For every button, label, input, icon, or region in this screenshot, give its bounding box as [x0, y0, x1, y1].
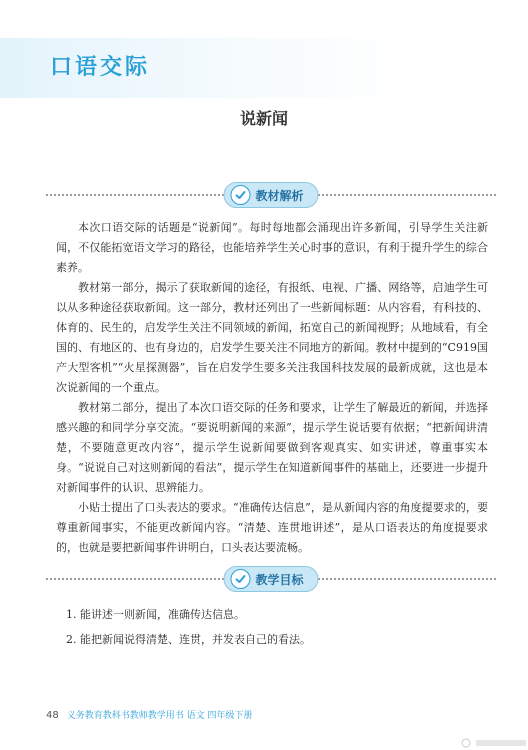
watermark-mark — [450, 736, 528, 750]
analysis-paragraph: 教材第一部分，揭示了获取新闻的途径，有报纸、电视、广播、网络等，启迪学生可以从多种途径获取新闻。这一部分，教材还列出了一些新闻标题：从内容看，有科技的、体育的、民生的，启发学生关注不同领域的新闻，拓宽自己的新闻视野；从地域看，有全国的、有地区的、也有身边的，启发学生要关注不同地方的新闻。教材中提到的“C919国产大型客机”“火星探测器”，旨在启发学生要多关注我国科技发展的最新成就，这也是本次说新闻的一个重点。 — [56, 281, 488, 394]
analysis-paragraph: 本次口语交际的话题是“说新闻”。每时每地都会涌现出许多新闻，引导学生关注新闻，不仅能拓宽语文学习的路径，也能培养学生关心时事的意识，有利于提升学生的综合素养。 — [56, 221, 488, 274]
check-icon — [230, 185, 250, 205]
footer-book-title: 义务教育教科书教师教学用书 语文 四年级下册 — [66, 711, 253, 721]
goal-item: 2. 能把新闻说得清楚、连贯，并发表自己的看法。 — [66, 633, 311, 646]
lesson-title: 说新闻 — [239, 109, 288, 128]
analysis-body — [56, 218, 488, 558]
section-label-goals: 教学目标 — [255, 572, 304, 587]
chapter-header-title: 口语交际 — [50, 55, 151, 80]
watermark-graphic — [458, 737, 528, 749]
check-icon — [230, 569, 250, 589]
section-pill-analysis — [223, 182, 318, 208]
analysis-paragraph: 教材第二部分，提出了本次口语交际的任务和要求，让学生了解最近的新闻，并选择感兴趣的和同学分享交流。“要说明新闻的来源”，提示学生说话要有依据；“把新闻讲清楚，不要随意更改内容”，提示学生说新闻要做到客观真实、如实讲述，尊重事实本身。“说说自己对这则新闻的看法”，提示学生在知道新闻事件的基础上，还要进一步提升对新闻事件的认识、思辨能力。 — [56, 401, 488, 494]
analysis-paragraph: 小贴士提出了口头表达的要求。“准确传达信息”，是从新闻内容的角度提要求的，要尊重新闻事实，不能更改新闻内容。“清楚、连贯地讲述”，是从口语表达的角度提要求的，也就是要把新闻事件讲明白，口头表达要流畅。 — [56, 501, 488, 554]
page-number: 48 — [46, 710, 59, 721]
page-footer — [46, 708, 252, 721]
section-pill-goals — [223, 566, 318, 592]
section-label-analysis: 教材解析 — [255, 188, 304, 203]
goal-item: 1. 能讲述一则新闻，准确传达信息。 — [66, 608, 245, 621]
section-header-analysis — [46, 182, 496, 208]
goals-list — [66, 602, 486, 652]
section-header-goals — [46, 566, 496, 592]
